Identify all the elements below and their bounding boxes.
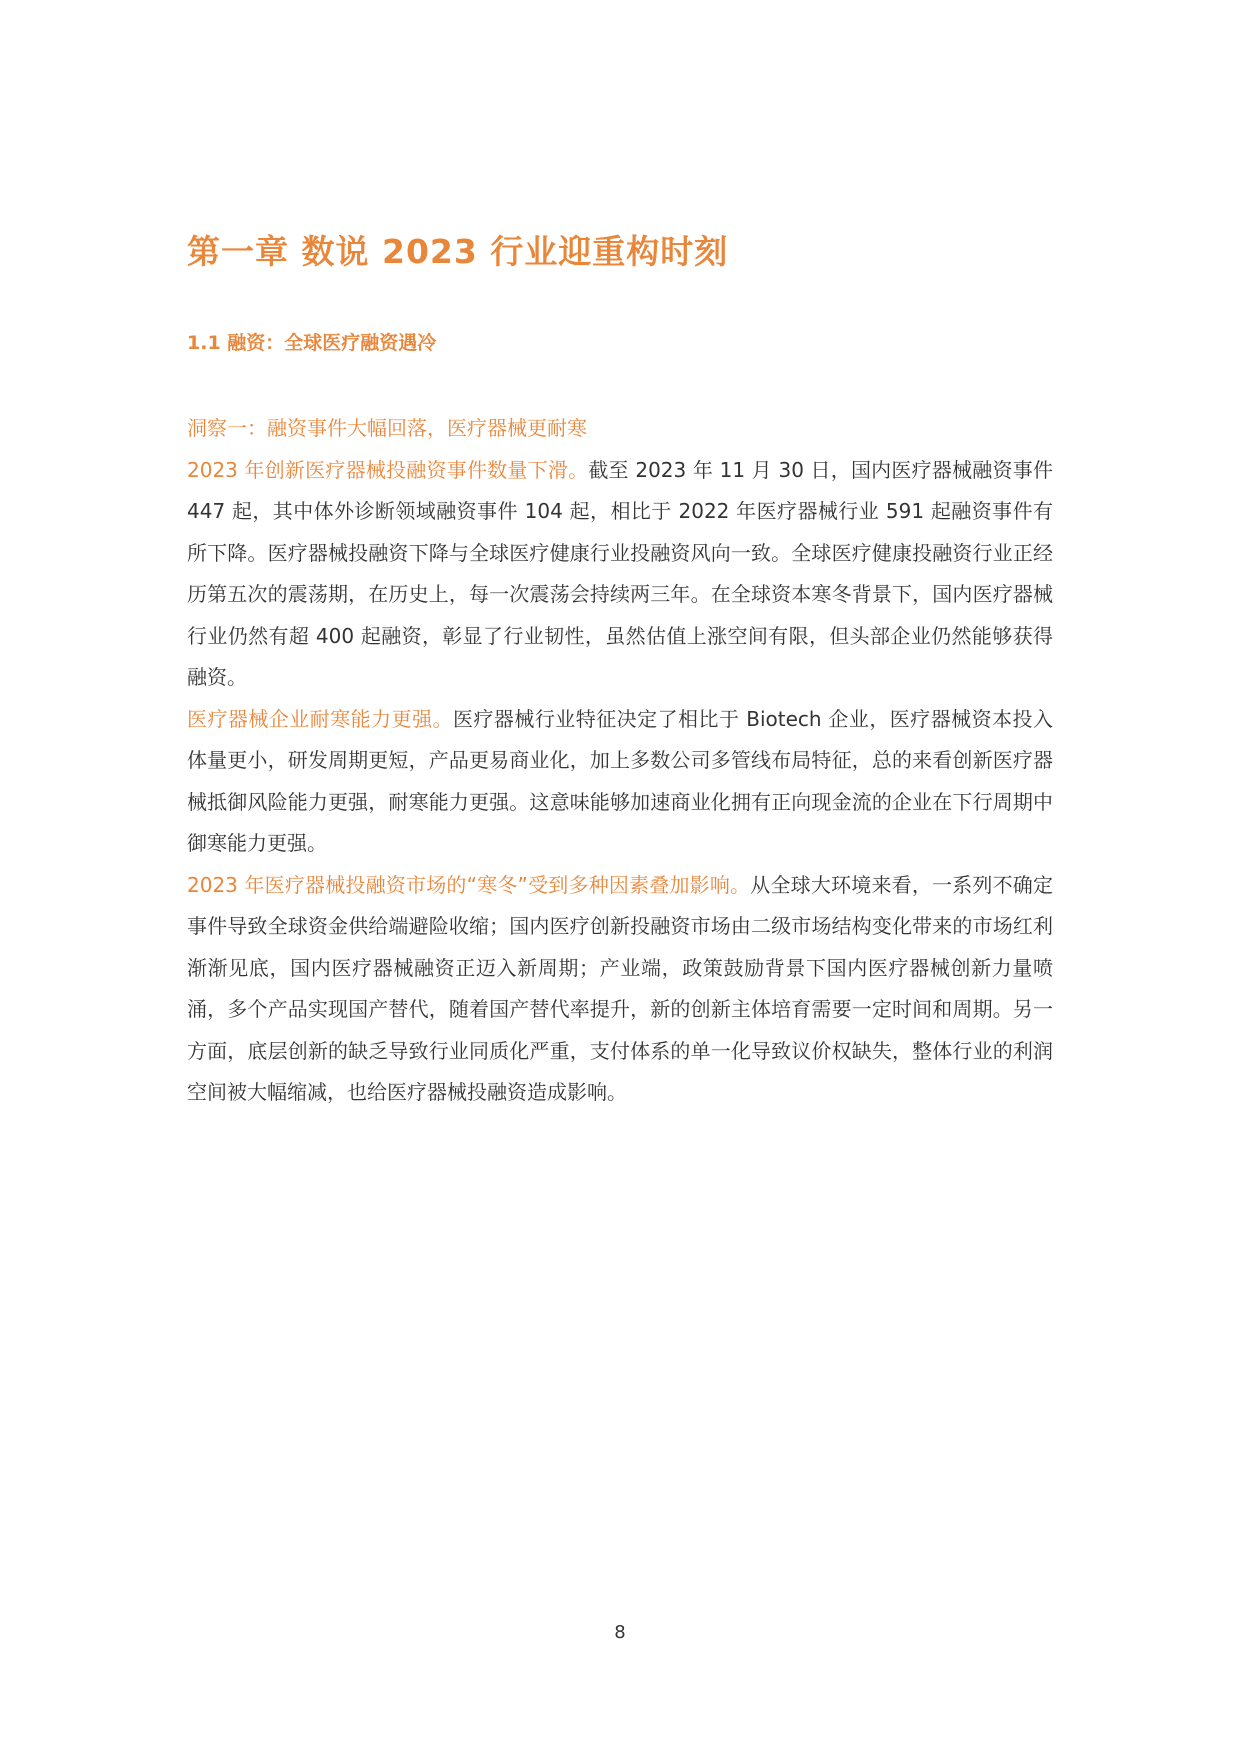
paragraph-body: 医疗器械行业特征决定了相比于 Biotech 企业，医疗器械资本投入体量更小，研发周期更短，产品更易商业化，加上多数公司多管线布局特征，总的来看创新医疗器械抵御风险能力更强，耐寒能力更强。这意味能够加速商业化拥有正向现金流的企业在下行周期中御寒能力更强。 — [187, 706, 1053, 855]
section-title: 1.1 融资：全球医疗融资遇冷 — [187, 332, 437, 354]
chapter-title: 第一章 数说 2023 行业迎重构时刻 — [187, 232, 729, 271]
paragraph-body: 从全球大环境来看，一系列不确定事件导致全球资金供给端避险收缩；国内医疗创新投融资市场由二级市场结构变化带来的市场红利渐渐见底，国内医疗器械融资正迈入新周期；产业端，政策鼓励背景下国内医疗器械创新力量喷涌，多个产品实现国产替代，随着国产替代率提升，新的创新主体培育需要一定时间和周期。另一方面，底层创新的缺乏导致行业同质化严重，支付体系的单一化导致议价权缺失，整体行业的利润空间被大幅缩减，也给医疗器械投融资造成影响。 — [187, 872, 1054, 1104]
paragraph-lead: 2023 年创新医疗器械投融资事件数量下滑。 — [187, 457, 589, 482]
paragraph-winter-factors — [187, 865, 1053, 1114]
body-content — [187, 408, 1053, 1114]
paragraph-lead: 2023 年医疗器械投融资市场的“寒冬”受到多种因素叠加影响。 — [187, 872, 751, 897]
paragraph-body: 截至 2023 年 11 月 30 日，国内医疗器械融资事件 447 起，其中体外诊断领域融资事件 104 起，相比于 2022 年医疗器械行业 591 起融资事件有所下降。医疗器械投融资下降与全球医疗健康行业投融资风向一致。全球医疗健康投融资行业正经历第五次的震荡期，在历史上，每一次震荡会持续两三年。在全球资本寒冬背景下，国内医疗器械行业仍然有超 400 起融资，彰显了行业韧性，虽然估值上涨空间有限，但头部企业仍然能够获得融资。 — [187, 457, 1053, 689]
page-number: 8 — [614, 1622, 626, 1643]
paragraph-funding-decline — [187, 450, 1053, 699]
insight-heading: 洞察一：融资事件大幅回落，医疗器械更耐寒 — [187, 416, 587, 440]
paragraph-lead: 医疗器械企业耐寒能力更强。 — [187, 706, 453, 731]
paragraph-resilience — [187, 699, 1053, 865]
